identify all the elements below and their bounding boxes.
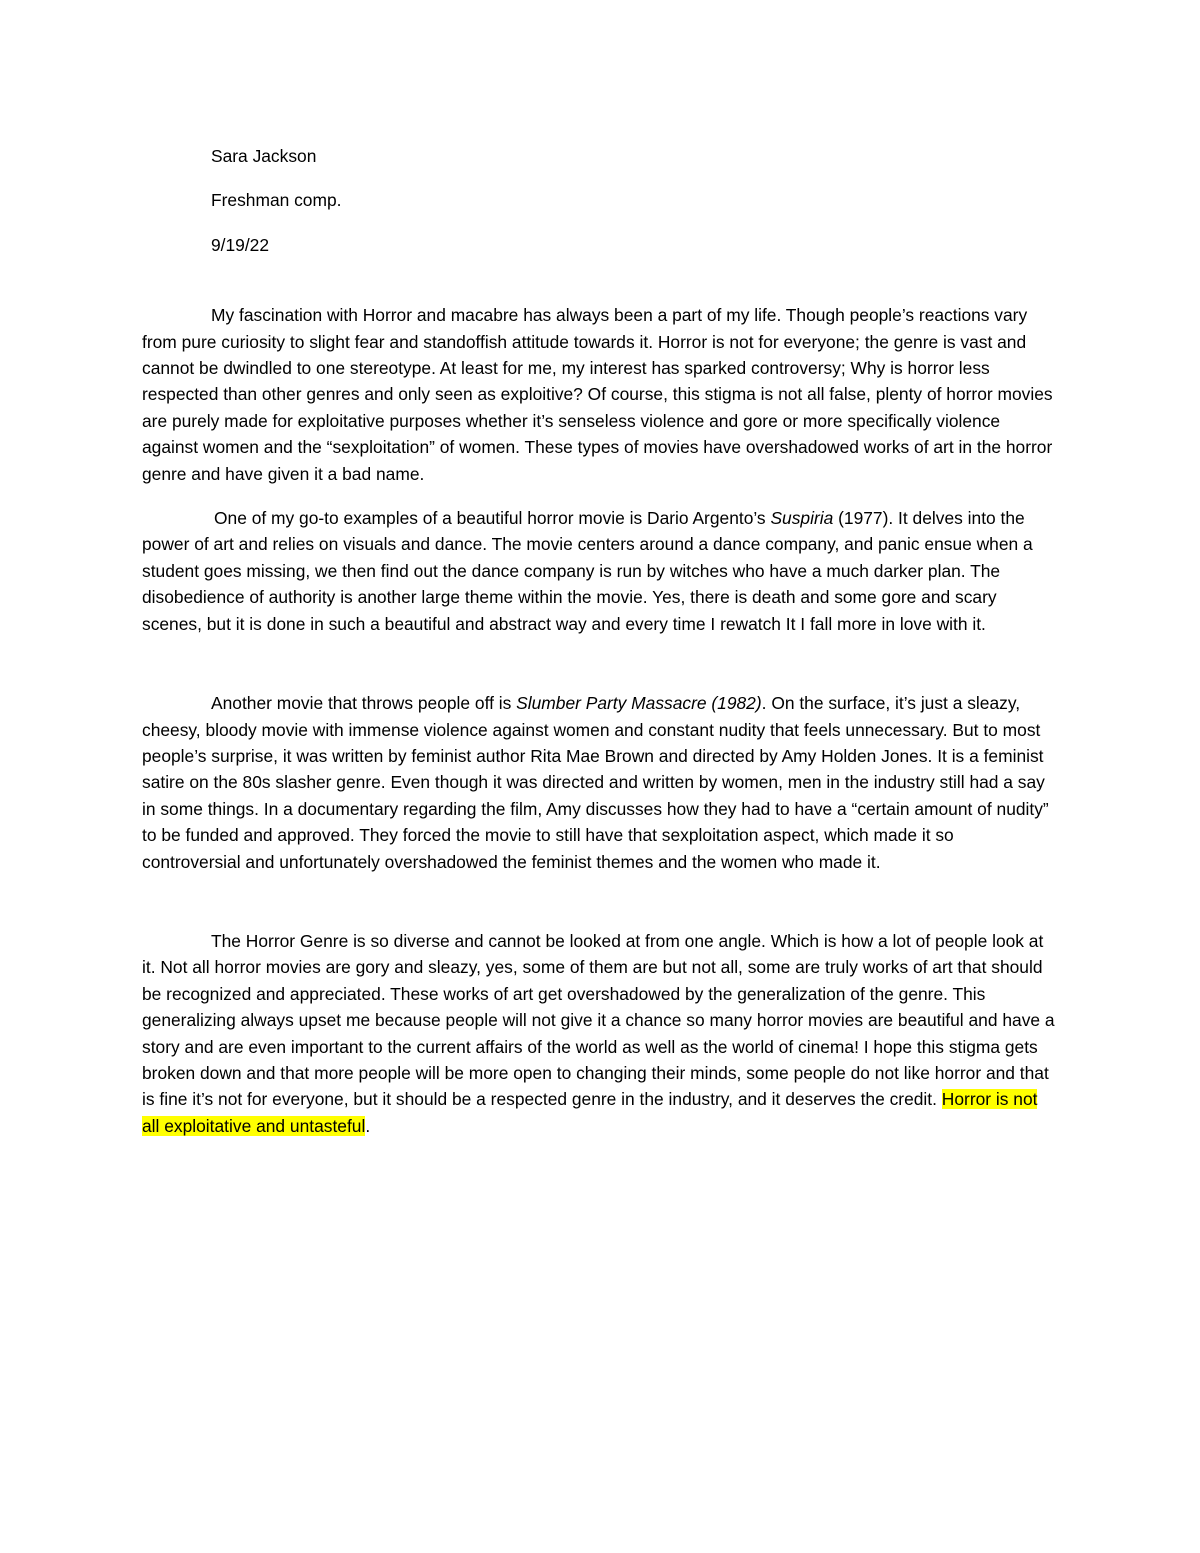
spacer (142, 655, 1057, 690)
paragraph-3-text-start: Another movie that throws people off is (211, 693, 517, 714)
paragraph-2-text-end: (1977). It delves into the power of art and relies on visuals and dance. The movie centers around a dance company, and panic ensue when a student goes missing, we then find out the dance company is run by witches who have a much darker plan. The disobedience of authority is another large theme within the movie. Yes, there is death and some gore and scary scenes, but it is done in such a beautiful and abstract way and every time I rewatch It I fall more in love with it. (142, 508, 1033, 634)
author-name: Sara Jackson (211, 146, 317, 166)
document-body (142, 143, 1057, 1157)
paragraph-3-text-end: . On the surface, it’s just a sleazy, cheesy, bloody movie with immense violence against women and constant nudity that feels unnecessary. But to most people’s surprise, it was written by feminist author Rita Mae Brown and directed by Amy Holden Jones. It is a feminist satire on the 80s slasher genre. Even though it was directed and written by women, men in the industry still had a say in some things. In a documentary regarding the film, Amy discusses how they had to have a “certain amount of nudity” to be funded and approved. They forced the movie to still have that sexploitation aspect, which made it so controversial and unfortunately overshadowed the feminist themes and the women who made it. (142, 693, 1049, 872)
paragraph-4 (142, 928, 1057, 1139)
paragraph-4-period: . (365, 1115, 371, 1136)
paragraph-1: My fascination with Horror and macabre has always been a part of my life. Though people’s reactions vary from pure curiosity to slight fear and standoffish attitude towards it. Horror is not for everyone; the genre is vast and cannot be dwindled to one stereotype. At least for me, my interest has sparked controversy; Why is horror less respected than other genres and only seen as exploitive? Of course, this stigma is not all false, plenty of horror movies are purely made for exploitative purposes whether it’s senseless violence and gore or more specifically violence against women and the “sexploitation” of women. These types of movies have overshadowed works of art in the horror genre and have given it a bad name. (142, 305, 1053, 484)
paragraph-2-text-start: One of my go-to examples of a beautiful horror movie is Dario Argento’s (214, 508, 771, 529)
highlighted-conclusion: Horror is not all exploitative and untasteful (142, 1089, 1038, 1136)
film-title-slumber-party-massacre: Slumber Party Massacre (1982) (516, 693, 762, 714)
paragraph-3 (142, 690, 1057, 875)
essay-date: 9/19/22 (211, 234, 270, 255)
paragraph-2 (142, 505, 1057, 637)
spacer (142, 276, 1057, 302)
course-name: Freshman comp. (211, 190, 342, 211)
film-title-suspiria: Suspiria (770, 508, 834, 529)
paragraph-4-text: The Horror Genre is so diverse and cannot be looked at from one angle. Which is how a lot of people look at it. Not all horror movies are gory and sleazy, yes, some of them are but not all, some are truly works of art that should be recognized and appreciated. These works of art get overshadowed by the generalization of the genre. This generalizing always upset me because people will not give it a chance so many horror movies are beautiful and have a story and are even important to the current affairs of the world as well as the world of cinema! I hope this stigma gets broken down and that more people will be more open to changing their minds, some people do not like horror and that is fine it’s not for everyone, but it should be a respected genre in the industry, and it deserves the credit. (142, 930, 1055, 1110)
spacer (142, 893, 1057, 928)
